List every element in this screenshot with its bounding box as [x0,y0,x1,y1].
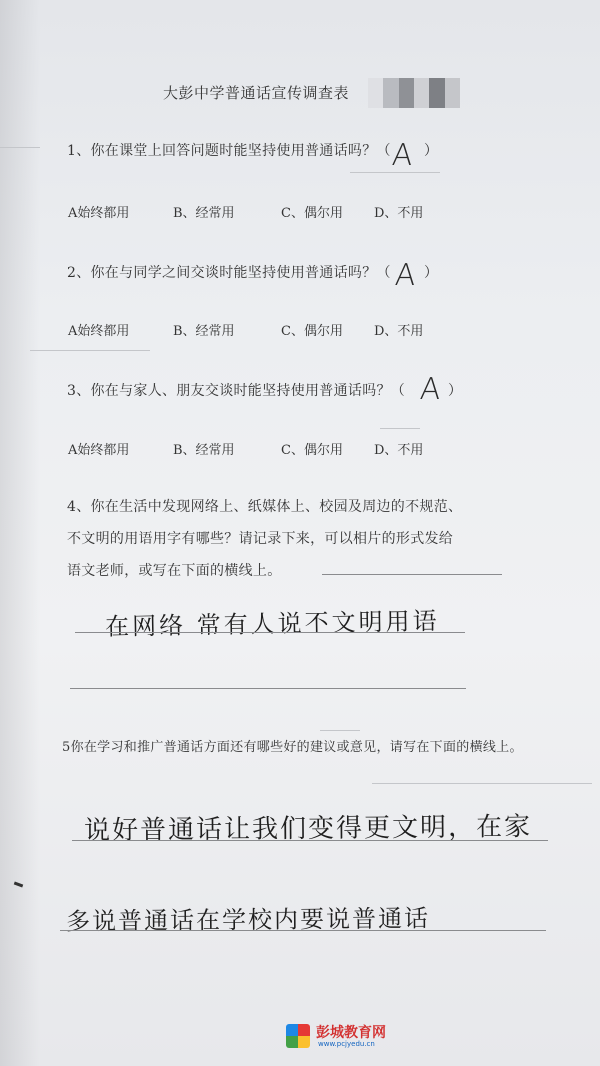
question-3 [67,380,405,400]
stray-line [380,428,420,429]
answer-line [60,930,546,931]
question-3-answer: A [418,372,442,407]
watermark-logo [286,1022,402,1052]
question-3-option-d: D、不用 [374,443,424,458]
question-4-line-3: 语文老师，或写在下面的横线上。 [67,563,282,579]
stray-line [0,147,40,148]
question-5-handwriting-line-2: 多说普通话在学校内要说普通话 [65,904,431,936]
question-3-option-a: A始终都用 [68,443,130,458]
question-5-handwriting-line-1: 说好普通话让我们变得更文明，在家 [83,812,533,846]
question-2-close: ） [424,265,438,281]
question-1-option-d: D、不用 [374,206,424,221]
question-2-option-d: D、不用 [374,324,424,339]
question-1-option-c: C、偶尔用 [281,206,343,221]
stray-line [372,783,592,784]
question-3-text: 3、你在与家人、朋友交谈时能坚持使用普通话吗？（ [67,383,406,399]
watermark-url: www.pcjyedu.cn [318,1040,375,1048]
question-4-line-2: 不文明的用语用字有哪些？请记录下来，可以相片的形式发给 [67,531,454,547]
question-1-close: ） [424,143,438,159]
question-3-option-c: C、偶尔用 [281,443,343,458]
question-2-option-a: A始终都用 [68,324,130,339]
question-1-option-a: A始终都用 [68,206,130,221]
name-censor-blur [368,78,460,108]
logo-icon [286,1024,310,1048]
question-2-text: 2、你在与同学之间交谈时能坚持使用普通话吗？（ [67,265,391,281]
question-4-handwriting: 在网络 常有人说不文明用语 [104,607,440,641]
answer-line [322,574,502,575]
question-1-text: 1、你在课堂上回答问题时能坚持使用普通话吗？（ [67,143,391,159]
watermark-name: 彭城教育网 [316,1025,386,1041]
stray-line [30,350,150,351]
question-2 [67,262,391,282]
page-title: 大彭中学普通话宣传调查表 [163,84,350,102]
question-2-option-b: B、经常用 [173,324,235,339]
question-2-answer: A [393,258,417,293]
answer-line [72,840,548,841]
question-1 [67,140,391,160]
answer-line [70,688,466,689]
question-1-answer: A [390,138,414,173]
stray-line [320,730,360,731]
question-5: 5你在学习和推广普通话方面还有哪些好的建议或意见，请写在下面的横线上。 [62,740,523,755]
question-1-option-b: B、经常用 [173,206,235,221]
question-2-option-c: C、偶尔用 [281,324,343,339]
question-4-line-1: 4、你在生活中发现网络上、纸媒体上、校园及周边的不规范、 [67,499,463,515]
question-3-close: ） [448,383,462,399]
question-3-option-b: B、经常用 [173,443,235,458]
answer-line [75,632,465,633]
paper-shadow [0,0,40,1066]
